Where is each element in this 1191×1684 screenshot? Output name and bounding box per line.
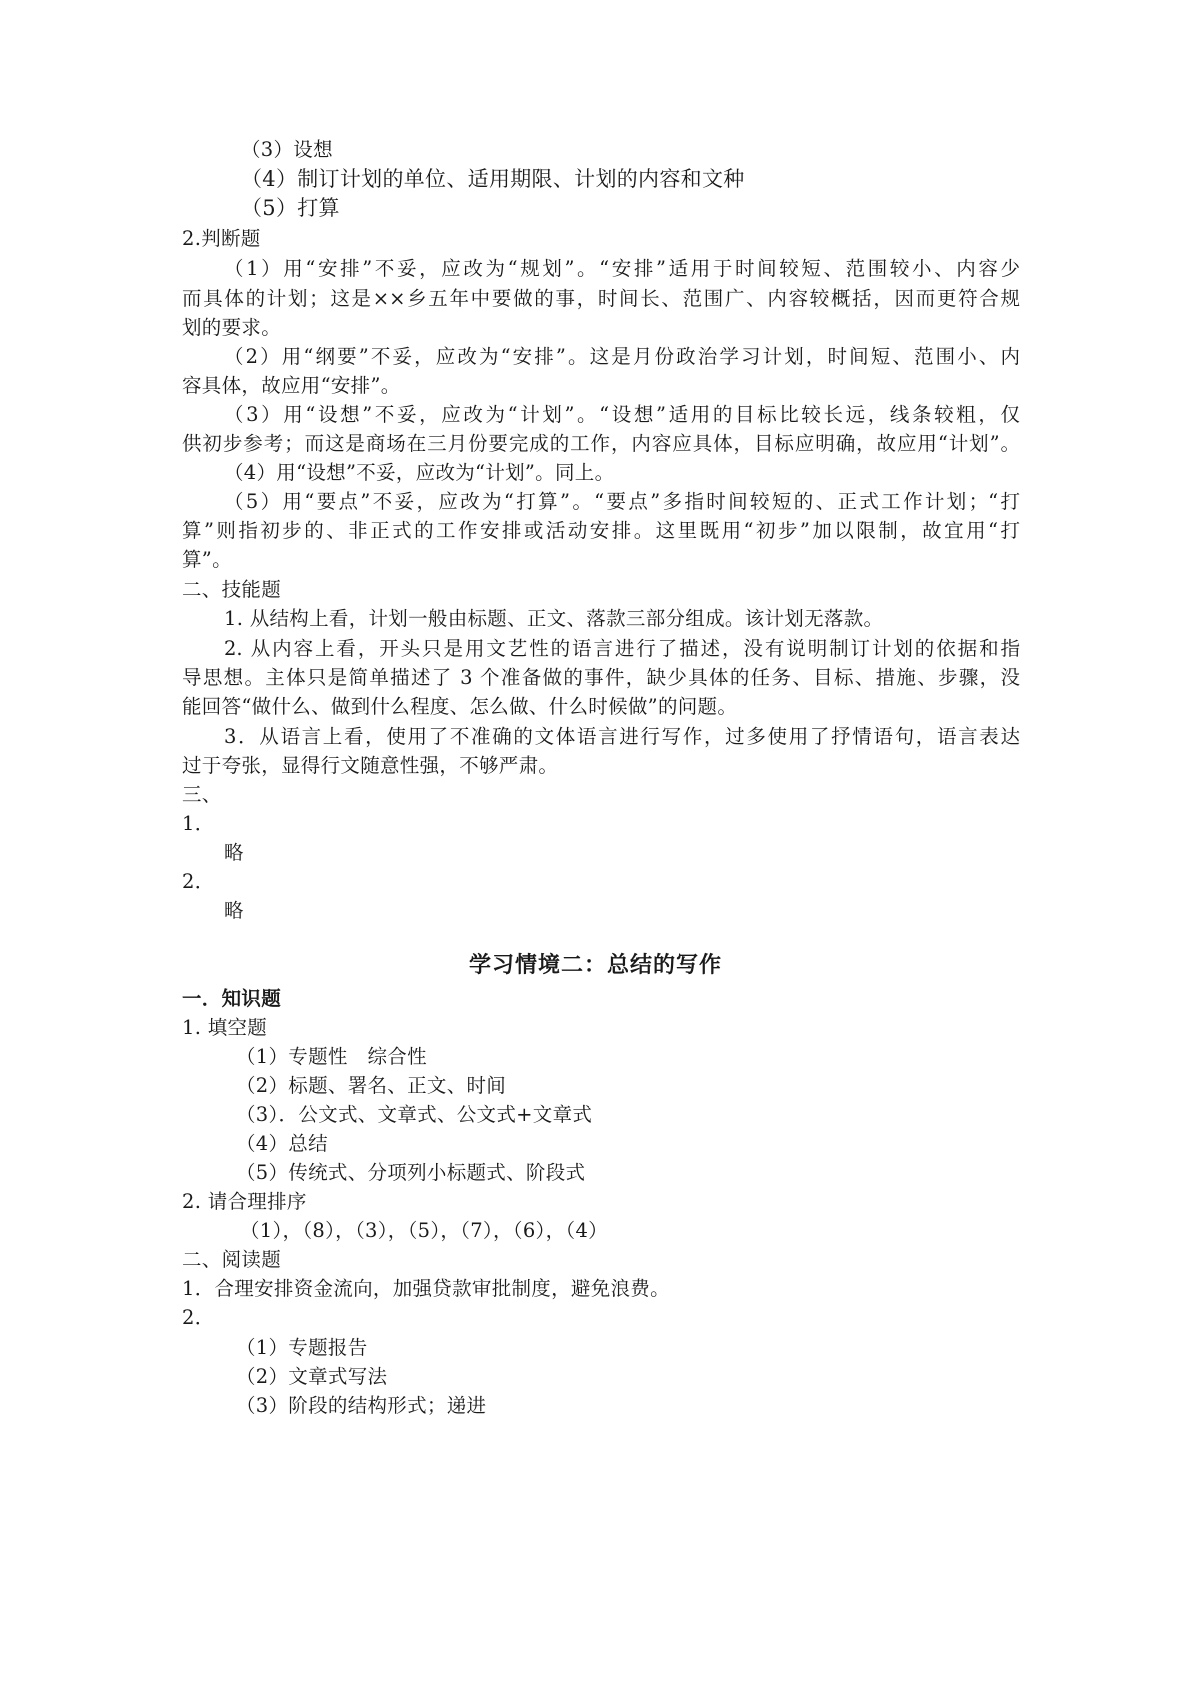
section-heading: 二、技能题 xyxy=(182,578,282,601)
list-item: （3）设想 xyxy=(241,138,333,161)
paragraph-line: 3．从语言上看，使用了不准确的文体语言进行写作，过多使用了抒情语句，语言表达 xyxy=(224,725,1020,748)
list-item: （2）标题、署名、正文、时间 xyxy=(236,1074,507,1097)
paragraph-line: 算”则指初步的、非正式的工作安排或活动安排。这里既用“初步”加以限制，故宜用“打 xyxy=(182,519,1020,542)
paragraph-line: 过于夸张，显得行文随意性强，不够严肃。 xyxy=(182,754,559,777)
paragraph-line: （1）用“安排”不妥，应改为“规划”。“安排”适用于时间较短、范围较小、内容少 xyxy=(224,257,1020,280)
list-item: （3）阶段的结构形式；递进 xyxy=(236,1394,487,1417)
paragraph-line: 能回答“做什么、做到什么程度、怎么做、什么时候做”的问题。 xyxy=(182,695,738,718)
list-item: （5）打算 xyxy=(241,196,340,220)
section-heading: 一．知识题 xyxy=(182,987,282,1010)
answer-text: 略 xyxy=(224,899,244,922)
paragraph-line: 算”。 xyxy=(182,548,232,571)
item-number: 2． xyxy=(182,1306,215,1329)
paragraph-line: 1. 从结构上看，计划一般由标题、正文、落款三部分组成。该计划无落款。 xyxy=(224,607,884,630)
list-item: （2）文章式写法 xyxy=(236,1365,388,1388)
list-item: （1）专题报告 xyxy=(236,1336,368,1359)
list-item: （5）传统式、分项列小标题式、阶段式 xyxy=(236,1161,586,1184)
paragraph-line: （5）用“要点”不妥，应改为“打算”。“要点”多指时间较短的、正式工作计划；“打 xyxy=(224,490,1020,513)
list-item: （4）总结 xyxy=(236,1132,328,1155)
section-heading: 三、 xyxy=(182,783,222,806)
paragraph-line: （4）用“设想”不妥，应改为“计划”。同上。 xyxy=(224,461,615,484)
section-heading: 2.判断题 xyxy=(182,227,261,250)
item-number: 1． xyxy=(182,812,215,835)
paragraph-line: 供初步参考；而这是商场在三月份要完成的工作，内容应具体，目标应明确，故应用“计划”。 xyxy=(182,432,1020,455)
section-heading: 二、阅读题 xyxy=(182,1248,282,1271)
paragraph-line: 导思想。主体只是简单描述了 3 个准备做的事件，缺少具体的任务、目标、措施、步骤，没 xyxy=(182,666,1020,689)
paragraph-line: 划的要求。 xyxy=(182,316,282,339)
section-heading: 2. 请合理排序 xyxy=(182,1190,307,1213)
page-title: 学习情境二：总结的写作 xyxy=(468,952,722,978)
item-number: 2． xyxy=(182,870,215,893)
paragraph-line: 2. 从内容上看，开头只是用文艺性的语言进行了描述，没有说明制订计划的依据和指 xyxy=(224,637,1020,660)
paragraph-line: 容具体，故应用“安排”。 xyxy=(182,374,401,397)
list-item: （4）制订计划的单位、适用期限、计划的内容和文种 xyxy=(241,167,745,191)
list-item: （3）．公文式、文章式、公文式+文章式 xyxy=(236,1103,593,1126)
answer-text: （1），（8），（3），（5），（7），（6），（4） xyxy=(240,1219,608,1242)
paragraph-line: （3）用“设想”不妥，应改为“计划”。“设想”适用的目标比较长远，线条较粗，仅 xyxy=(224,403,1020,426)
paragraph-line: 而具体的计划；这是××乡五年中要做的事，时间长、范围广、内容较概括，因而更符合规 xyxy=(182,287,1020,310)
list-item: （1）专题性 综合性 xyxy=(236,1045,427,1068)
paragraph-line: （2）用“纲要”不妥，应改为“安排”。这是月份政治学习计划，时间短、范围小、内 xyxy=(224,345,1020,368)
answer-text: 略 xyxy=(224,841,244,864)
section-heading: 1. 填空题 xyxy=(182,1016,268,1039)
answer-text: 1．合理安排资金流向，加强贷款审批制度，避免浪费。 xyxy=(182,1277,670,1300)
